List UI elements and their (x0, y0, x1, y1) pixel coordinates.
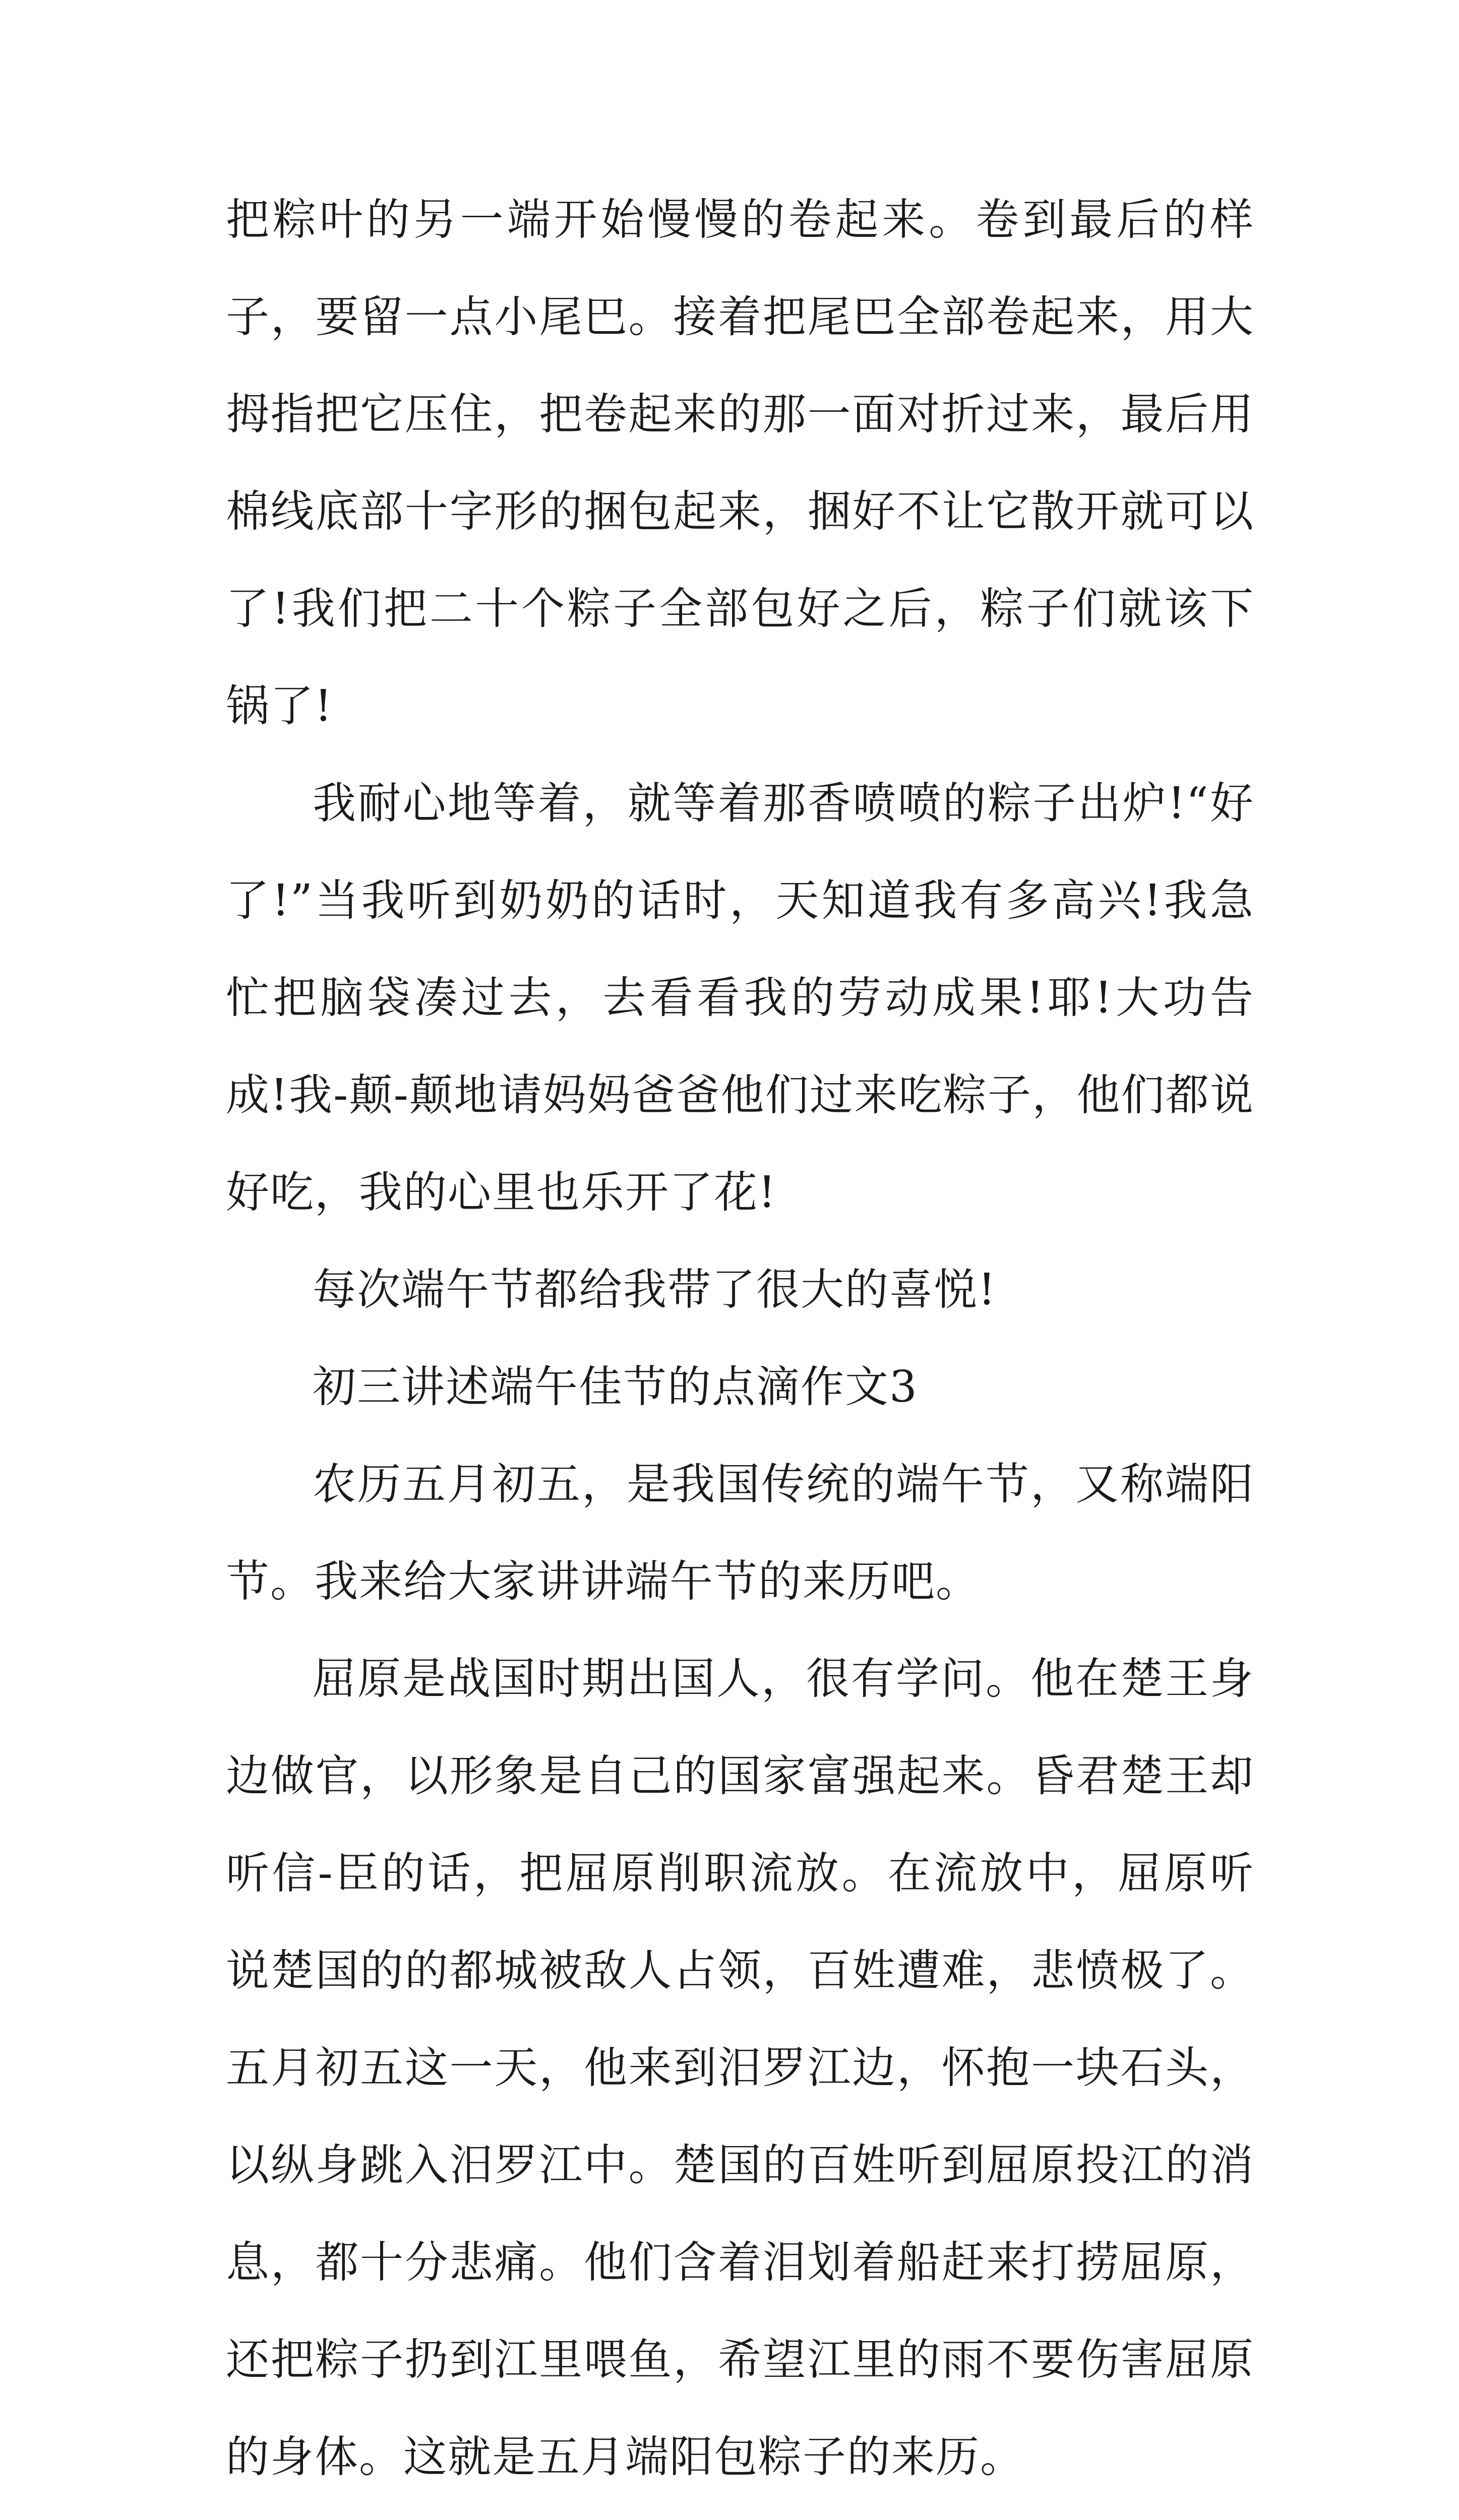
section-heading: 初三讲述端午佳节的点滴作文3 (313, 1362, 918, 1412)
paragraph-3: 每次端午节都给我带了很大的喜悦! (313, 1265, 997, 1315)
paragraph-4: 农历五月初五，是我国传统的端午节，又称端阳节。我来给大家讲讲端午节的来历吧。 (226, 1459, 1254, 1607)
paragraph-6 (226, 2506, 1254, 2520)
paragraph-5: 屈原是战国时期出国人，很有学问。他在楚王身边做官，以形象是自己的国家富强起来。昏君楚王却听信-臣的话，把屈原削职流放。在流放中，屈原听说楚国的的都城被敌人占领，百姓遭难，悲愤极了。五月初五这一天，他来到汨罗江边，怀抱一块石头，以纵身跳入汨罗江中。楚国的百姓听到屈原投江的消息，都十分悲痛。他们含着泪划着船赶来打捞屈原，还把粽子扔到江里喂鱼，希望江里的雨不要伤害屈原的身体。这就是五月端阳包粽子的来历。 (226, 1654, 1254, 2482)
document-body (226, 171, 1254, 2520)
paragraph-2: 我耐心地等着，就等着那香喷喷的粽子出炉!“好了!”当我听到奶奶的话时，天知道我有多高兴!我急忙把脑袋凑过去，去看看我的劳动成果!耶!大功告成!我-颠-颠地请妈妈爸爸他们过来吃粽子，他们都说好吃，我的心里也乐开了花! (226, 778, 1254, 1218)
paragraph-1: 把粽叶的另一端开始慢慢的卷起来。卷到最后的样子，要留一点小尾巴。接着把尾巴全部卷起来，用大拇指把它压住，把卷起来的那一面对折过来，最后用棉线底部十字形的捆包起来，捆好不让它散开就可以了!我们把二十个粽子全部包好之后，粽子们就该下锅了! (226, 195, 1254, 731)
